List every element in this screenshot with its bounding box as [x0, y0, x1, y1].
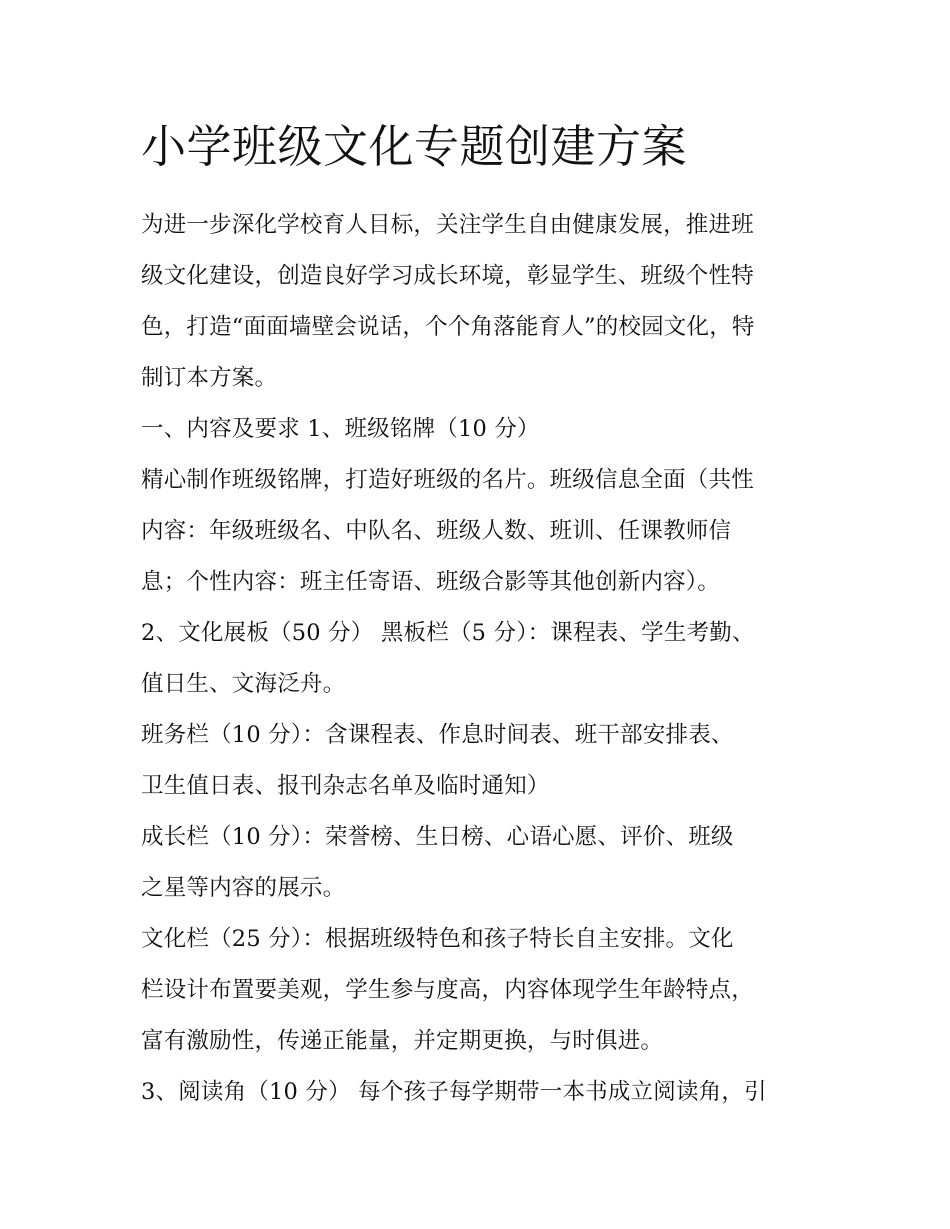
document-title: 小学班级文化专题创建方案 [141, 120, 688, 173]
text-line: 色，打造“面面墙壁会说话，个个角落能育人”的校园文化，特 [141, 314, 755, 340]
text-line: 内容：年级班级名、中队名、班级人数、班训、任课教师信 [141, 518, 732, 544]
text-line: 值日生、文海泛舟。 [141, 671, 346, 697]
text-line: 为进一步深化学校育人目标，关注学生自由健康发展，推进班 [141, 212, 754, 238]
text-line: 文化栏（25 分）：根据班级特色和孩子特长自主安排。文化 [141, 926, 734, 952]
text-line: 卫生值日表、报刊杂志名单及临时通知） [141, 773, 550, 799]
text-line: 级文化建设，创造良好学习成长环境，彰显学生、班级个性特 [141, 263, 754, 289]
text-line: 息；个性内容：班主任寄语、班级合影等其他创新内容）。 [141, 569, 720, 595]
section-heading-content-requirements: 一、内容及要求 1、班级铭牌（10 分） [141, 416, 540, 442]
text-line: 3、阅读角（10 分） 每个孩子每学期带一本书成立阅读角，引 [141, 1079, 767, 1105]
document-page [141, 112, 821, 1118]
text-line: 之星等内容的展示。 [141, 875, 346, 901]
text-line: 成长栏（10 分）：荣誉榜、生日榜、心语心愿、评价、班级 [141, 824, 734, 850]
text-line: 班务栏（10 分）：含课程表、作息时间表、班干部安排表、 [141, 722, 734, 748]
text-line: 精心制作班级铭牌，打造好班级的名片。班级信息全面（共性 [141, 467, 754, 493]
text-line: 栏设计布置要美观，学生参与度高，内容体现学生年龄特点， [141, 977, 754, 1003]
text-line: 富有激励性，传递正能量，并定期更换，与时俱进。 [141, 1028, 664, 1054]
document-body [141, 200, 821, 1118]
text-line: 2、文化展板（50 分） 黑板栏（5 分）：课程表、学生考勤、 [141, 620, 755, 646]
text-line: 制订本方案。 [141, 365, 278, 391]
